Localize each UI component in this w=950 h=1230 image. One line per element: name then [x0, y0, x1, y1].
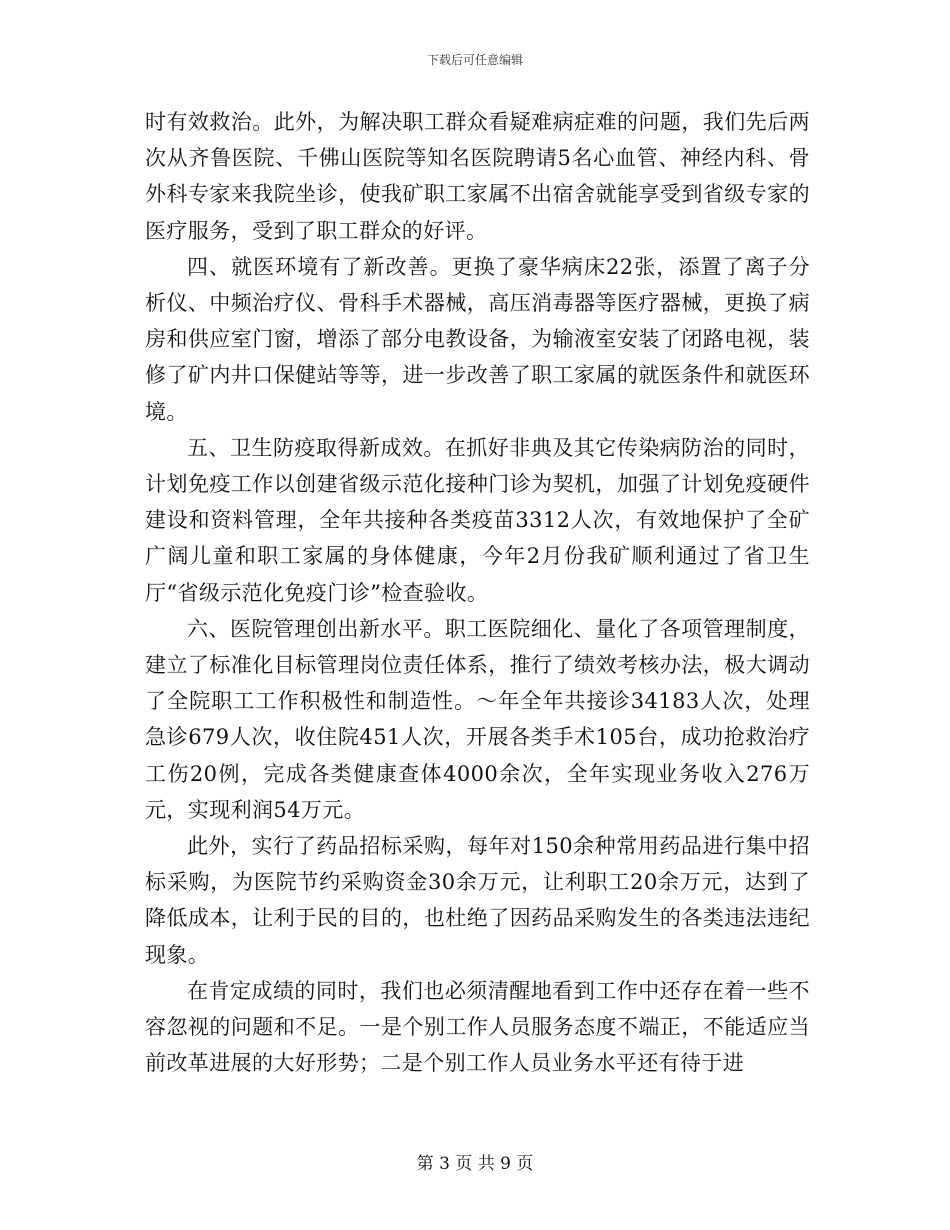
paragraph: 时有效救治。此外，为解决职工群众看疑难病症难的问题，我们先后两次从齐鲁医院、千佛山医院等知名医院聘请5名心血管、神经内科、骨外科专家来我院坐诊，使我矿职工家属不出宿舍就能享受到省级专家的医疗服务，受到了职工群众的好评。: [145, 110, 810, 243]
paragraph: 四、就医环境有了新改善。更换了豪华病床22张，添置了离子分析仪、中频治疗仪、骨科手术器械，高压消毒器等医疗器械，更换了病房和供应室门窗，增添了部分电教设备，为输液室安装了闭路电视，装修了矿内井口保健站等等，进一步改善了职工家属的就医条件和就医环境。: [145, 254, 810, 424]
paragraph: 在肯定成绩的同时，我们也必须清醒地看到工作中还存在着一些不容忽视的问题和不足。一是个别工作人员服务态度不端正，不能适应当前改革进展的大好形势；二是个别工作人员业务水平还有待于进: [145, 978, 810, 1076]
paragraph: 六、医院管理创出新水平。职工医院细化、量化了各项管理制度，建立了标准化目标管理岗位责任体系，推行了绩效考核办法，极大调动了全院职工工作积极性和制造性。～年全年共接诊34183人次，处理急诊679人次，收住院451人次，开展各类手术105台，成功抢救治疗工伤20例，完成各类健康查体4000余次，全年实现业务收入276万元，实现利润54万元。: [145, 616, 810, 822]
page-number: 第 3 页 共 9 页: [416, 1154, 534, 1174]
document-body: [145, 104, 810, 1081]
paragraph: 此外，实行了药品招标采购，每年对150余种常用药品进行集中招标采购，为医院节约采购资金30余万元，让利职工20余万元，达到了降低成本，让利于民的目的，也杜绝了因药品采购发生的各类违法违纪现象。: [145, 834, 810, 967]
paragraph: 五、卫生防疫取得新成效。在抓好非典及其它传染病防治的同时，计划免疫工作以创建省级示范化接种门诊为契机，加强了计划免疫硬件建设和资料管理，全年共接种各类疫苗3312人次，有效地保护了全矿广阔儿童和职工家属的身体健康，今年2月份我矿顺利通过了省卫生厅“省级示范化免疫门诊”检查验收。: [145, 435, 810, 605]
page-header: 下载后可任意编辑: [426, 53, 523, 67]
